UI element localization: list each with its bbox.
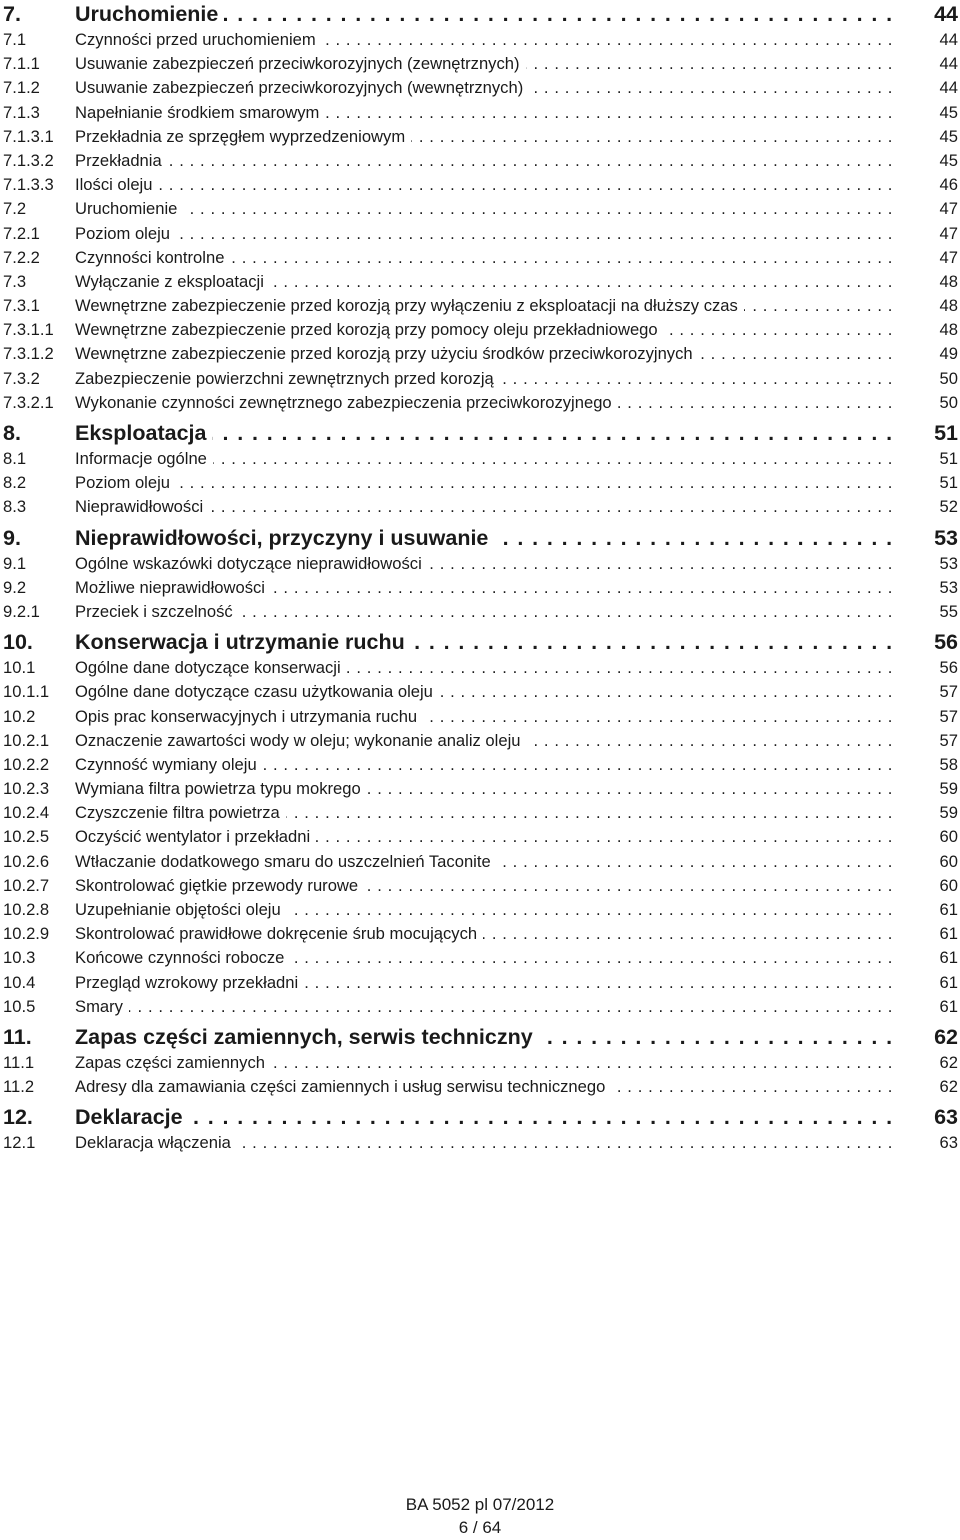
toc-entry[interactable] [0, 680, 960, 704]
toc-chapter-entry[interactable] [0, 524, 960, 552]
toc-entry-title: Usuwanie zabezpieczeń przeciwkorozyjnych (zewnętrznych) [75, 54, 526, 73]
toc-entry[interactable] [0, 1131, 960, 1155]
toc-entry-page: 53 [939, 577, 958, 597]
toc-entry-number: 7.2.1 [3, 223, 40, 243]
toc-entry-title: Zabezpieczenie powierzchni zewnętrznych przed korozją [75, 369, 500, 388]
toc-entry-number: 7.1.3.1 [3, 126, 54, 146]
toc-entry-leader [75, 447, 898, 471]
document-code: BA 5052 pl 07/2012 [405, 1495, 555, 1514]
toc-entry-leader [75, 600, 898, 624]
toc-entry-title: Przekładnia [75, 151, 168, 170]
toc-entry-page: 62 [939, 1052, 958, 1072]
toc-entry-title: Ogólne dane dotyczące czasu użytkowania oleju [75, 682, 439, 701]
toc-entry[interactable] [0, 342, 960, 366]
toc-entry-page: 53 [934, 525, 958, 550]
toc-entry-number: 7.2.2 [3, 247, 40, 267]
toc-entry[interactable] [0, 656, 960, 680]
toc-entry[interactable] [0, 850, 960, 874]
toc-entry-title: Przegląd wzrokowy przekładni [75, 973, 304, 992]
toc-entry-page: 49 [939, 344, 958, 364]
toc-entry-leader [75, 971, 898, 995]
toc-entry[interactable] [0, 995, 960, 1019]
toc-entry-number: 10.2.8 [3, 900, 50, 919]
toc-entry-number: 10.2.9 [3, 924, 50, 944]
toc-entry-page: 47 [939, 199, 958, 219]
toc-entry-title: Czynności przed uruchomieniem [75, 30, 322, 49]
toc-entry-number: 10.2 [3, 706, 36, 726]
toc-entry-title: Skontrolować giętkie przewody rurowe [75, 876, 364, 895]
toc-entry-leader [75, 52, 898, 76]
toc-entry-number: 7.2 [3, 199, 27, 219]
toc-entry-page: 50 [939, 368, 958, 388]
toc-entry-number: 10.2.1 [3, 730, 50, 750]
toc-entry-leader [75, 576, 898, 600]
toc-entry-title: Przeciek i szczelność [75, 602, 239, 621]
toc-entry-page: 58 [939, 754, 958, 774]
toc-entry[interactable] [0, 898, 960, 922]
toc-entry[interactable] [0, 495, 960, 519]
toc-entry-page: 62 [939, 1077, 958, 1097]
toc-entry-leader [75, 246, 898, 270]
toc-entry-page: 51 [939, 449, 958, 468]
toc-entry-title: Adresy dla zamawiania części zamiennych i usług serwisu technicznego [75, 1077, 611, 1096]
toc-entry-page: 46 [939, 175, 958, 195]
toc-entry-number: 10.2.4 [3, 803, 50, 823]
toc-entry-leader [75, 270, 898, 294]
toc-entry-number: 10. [3, 630, 33, 655]
toc-entry-page: 56 [939, 658, 958, 678]
toc-entry-page: 50 [939, 392, 958, 412]
toc-entry-number: 10.2.7 [3, 875, 50, 895]
toc-entry-leader [75, 946, 898, 970]
toc-entry-number: 10.2.6 [3, 851, 50, 871]
toc-entry-leader [75, 801, 898, 825]
toc-entry-page: 61 [939, 972, 958, 992]
toc-entry[interactable] [0, 173, 960, 197]
toc-entry-page: 52 [939, 497, 958, 517]
toc-entry-leader [75, 1103, 898, 1131]
toc-entry-number: 9. [3, 525, 21, 550]
toc-entry-title: Oczyścić wentylator i przekładni [75, 827, 316, 846]
toc-entry-page: 57 [939, 682, 958, 702]
toc-entry-number: 7. [3, 2, 21, 26]
toc-entry-page: 55 [939, 601, 958, 621]
toc-entry-number: 10.2.3 [3, 779, 50, 799]
toc-entry-page: 56 [934, 630, 958, 655]
toc-entry-leader [75, 729, 898, 753]
toc-entry-page: 48 [939, 296, 958, 316]
toc-entry-page: 60 [939, 851, 958, 871]
toc-entry-page: 47 [939, 223, 958, 243]
toc-entry-page: 44 [934, 2, 958, 26]
toc-entry-leader [75, 524, 898, 552]
toc-entry[interactable] [0, 270, 960, 294]
toc-entry-number: 7.1.2 [3, 78, 40, 98]
toc-chapter-entry[interactable] [0, 628, 960, 656]
toc-entry[interactable] [0, 801, 960, 825]
toc-entry-title: Końcowe czynności robocze [75, 948, 290, 967]
toc-entry-number: 10.1 [3, 658, 36, 678]
toc-entry-leader [75, 173, 898, 197]
toc-entry-title: Skontrolować prawidłowe dokręcenie śrub mocujących [75, 924, 483, 943]
toc-entry-number: 7.3.2.1 [3, 392, 54, 412]
toc-entry-page: 44 [939, 78, 958, 98]
toc-entry[interactable] [0, 1075, 960, 1099]
toc-entry-leader [75, 995, 898, 1019]
toc-entry-page: 47 [939, 247, 958, 267]
toc-entry-title: Wewnętrzne zabezpieczenie przed korozją przy wyłączeniu z eksploatacji na dłuższy czas [75, 296, 744, 315]
toc-entry-title: Deklaracje [75, 1105, 189, 1129]
toc-entry[interactable] [0, 197, 960, 221]
toc-entry-number: 9.1 [3, 553, 27, 573]
toc-entry-title: Napełnianie środkiem smarowym [75, 103, 325, 122]
toc-entry-page: 61 [939, 948, 958, 968]
toc-entry-page: 45 [939, 126, 958, 146]
toc-entry-title: Usuwanie zabezpieczeń przeciwkorozyjnych (wewnętrznych) [75, 78, 529, 97]
toc-entry-number: 8.2 [3, 473, 27, 493]
toc-entry[interactable] [0, 125, 960, 149]
toc-entry-number: 10.1.1 [3, 682, 50, 702]
toc-entry-title: Ogólne dane dotyczące konserwacji [75, 658, 347, 677]
toc-entry-leader [75, 552, 898, 576]
toc-entry-page: 61 [939, 900, 958, 919]
toc-entry-page: 48 [939, 271, 958, 291]
toc-entry-leader [75, 101, 898, 125]
toc-entry-title: Wyłączanie z eksploatacji [75, 272, 270, 291]
toc-entry-title: Wewnętrzne zabezpieczenie przed korozją przy pomocy oleju przekładniowego [75, 320, 664, 339]
toc-entry-number: 12.1 [3, 1133, 36, 1153]
toc-entry-number: 8.1 [3, 449, 27, 468]
toc-entry-page: 45 [939, 102, 958, 122]
toc-entry-title: Smary [75, 997, 129, 1016]
page-number: 6 / 64 [458, 1518, 502, 1537]
toc-entry-title: Wtłaczanie dodatkowego smaru do uszczelnień Taconite [75, 852, 497, 871]
toc-entry[interactable] [0, 28, 960, 52]
toc-entry-leader [75, 471, 898, 495]
toc-entry-leader [75, 825, 898, 849]
toc-entry-leader [75, 495, 898, 519]
toc-entry-number: 7.3 [3, 271, 27, 291]
toc-entry-title: Wewnętrzne zabezpieczenie przed korozją przy użyciu środków przeciwkorozyjnych [75, 344, 699, 363]
toc-entry-title: Ilości oleju [75, 175, 158, 194]
toc-entry-page: 57 [939, 730, 958, 750]
toc-entry-page: 59 [939, 779, 958, 799]
toc-entry[interactable] [0, 76, 960, 100]
toc-entry-page: 44 [939, 54, 958, 74]
toc-entry[interactable] [0, 705, 960, 729]
toc-entry-leader [75, 1075, 898, 1099]
toc-entry-leader [75, 367, 898, 391]
toc-entry[interactable] [0, 294, 960, 318]
toc-entry-title: Eksploatacja [75, 421, 212, 445]
toc-entry[interactable] [0, 777, 960, 801]
toc-entry[interactable] [0, 729, 960, 753]
toc-entry[interactable] [0, 922, 960, 946]
toc-entry[interactable] [0, 222, 960, 246]
toc-entry[interactable] [0, 576, 960, 600]
toc-entry[interactable] [0, 753, 960, 777]
toc-entry-title: Wymiana filtra powietrza typu mokrego [75, 779, 367, 798]
toc-entry-leader [75, 1051, 898, 1075]
toc-entry-page: 60 [939, 875, 958, 895]
toc-entry-number: 10.2.2 [3, 754, 50, 774]
toc-entry-leader [75, 922, 898, 946]
toc-entry[interactable] [0, 946, 960, 970]
toc-entry-title: Zapas części zamiennych [75, 1053, 271, 1072]
toc-entry-leader [75, 197, 898, 221]
toc-entry-leader [75, 898, 898, 922]
toc-entry-number: 7.1.3 [3, 102, 40, 122]
toc-entry[interactable] [0, 447, 960, 471]
toc-entry[interactable] [0, 825, 960, 849]
toc-chapter-entry[interactable] [0, 1023, 960, 1051]
toc-entry-leader [75, 222, 898, 246]
toc-entry-title: Konserwacja i utrzymanie ruchu [75, 630, 411, 654]
toc-entry-leader [75, 777, 898, 801]
toc-entry-title: Możliwe nieprawidłowości [75, 578, 271, 597]
toc-entry-title: Zapas części zamiennych, serwis techniczny [75, 1025, 539, 1049]
toc-entry-title: Nieprawidłowości, przyczyny i usuwanie [75, 526, 494, 550]
toc-entry-number: 7.1.3.2 [3, 150, 54, 170]
toc-entry-number: 8. [3, 421, 21, 445]
toc-entry-title: Czynności kontrolne [75, 248, 230, 267]
toc-entry-page: 51 [939, 473, 958, 493]
toc-entry-number: 7.3.1.1 [3, 320, 54, 340]
toc-entry-leader [75, 28, 898, 52]
toc-entry-title: Nieprawidłowości [75, 497, 209, 516]
toc-entry-leader [75, 1131, 898, 1155]
toc-entry-page: 61 [939, 924, 958, 944]
toc-entry-title: Ogólne wskazówki dotyczące nieprawidłowości [75, 554, 428, 573]
toc-entry-number: 11. [3, 1024, 32, 1049]
toc-entry-title: Informacje ogólne [75, 449, 213, 468]
toc-entry-page: 48 [939, 320, 958, 340]
toc-entry-leader [75, 0, 898, 28]
toc-entry-title: Oznaczenie zawartości wody w oleju; wykonanie analiz oleju [75, 731, 527, 750]
toc-entry-leader [75, 125, 898, 149]
toc-entry-number: 10.4 [3, 972, 36, 992]
toc-entry-leader [75, 874, 898, 898]
toc-entry-title: Deklaracja włączenia [75, 1133, 237, 1152]
toc-chapter-entry[interactable] [0, 1103, 960, 1131]
toc-entry-leader [75, 76, 898, 100]
toc-entry-number: 10.2.5 [3, 827, 50, 847]
toc-entry-number: 7.3.2 [3, 368, 40, 388]
toc-entry-leader [75, 149, 898, 173]
toc-chapter-entry[interactable] [0, 419, 960, 447]
toc-entry[interactable] [0, 101, 960, 125]
toc-entry-leader [75, 294, 898, 318]
toc-entry-title: Wykonanie czynności zewnętrznego zabezpieczenia przeciwkorozyjnego [75, 393, 618, 412]
toc-entry-title: Czyszczenie filtra powietrza [75, 803, 286, 822]
toc-entry-leader [75, 753, 898, 777]
toc-entry[interactable] [0, 149, 960, 173]
toc-entry-leader [75, 419, 898, 447]
toc-entry-leader [75, 318, 898, 342]
toc-entry[interactable] [0, 874, 960, 898]
toc-entry-page: 45 [939, 150, 958, 170]
toc-entry-leader [75, 1023, 898, 1051]
toc-entry-leader [75, 656, 898, 680]
toc-entry[interactable] [0, 52, 960, 76]
toc-entry-number: 9.2.1 [3, 601, 40, 621]
toc-entry-page: 62 [934, 1024, 958, 1049]
toc-entry-page: 44 [939, 30, 958, 49]
toc-entry[interactable] [0, 552, 960, 576]
toc-chapter-entry[interactable] [0, 0, 960, 28]
toc-entry-number: 11.1 [3, 1052, 35, 1072]
toc-entry-title: Uruchomienie [75, 2, 224, 26]
toc-entry-page: 53 [939, 553, 958, 573]
toc-entry-page: 61 [939, 996, 958, 1016]
toc-entry-leader [75, 628, 898, 656]
toc-entry-title: Uzupełnianie objętości oleju [75, 900, 287, 919]
toc-entry[interactable] [0, 391, 960, 415]
toc-entry-number: 8.3 [3, 497, 27, 517]
toc-entry-page: 59 [939, 803, 958, 823]
toc-entry-leader [75, 391, 898, 415]
toc-entry[interactable] [0, 971, 960, 995]
toc-entry[interactable] [0, 367, 960, 391]
toc-entry-title: Przekładnia ze sprzęgłem wyprzedzeniowym [75, 127, 411, 146]
toc-entry-leader [75, 342, 898, 366]
toc-entry-page: 63 [934, 1105, 958, 1130]
toc-entry-number: 7.1.1 [3, 54, 40, 74]
toc-entry-title: Uruchomienie [75, 199, 183, 218]
toc-entry-leader [75, 680, 898, 704]
toc-entry-number: 10.3 [3, 948, 36, 968]
toc-entry-page: 60 [939, 827, 958, 847]
toc-entry[interactable] [0, 318, 960, 342]
toc-entry[interactable] [0, 471, 960, 495]
toc-entry-page: 51 [934, 421, 958, 445]
toc-entry-number: 7.3.1 [3, 296, 40, 316]
toc-entry[interactable] [0, 246, 960, 270]
toc-entry-title: Czynność wymiany oleju [75, 755, 263, 774]
toc-entry-number: 7.1.3.3 [3, 175, 54, 195]
toc-entry-title: Opis prac konserwacyjnych i utrzymania ruchu [75, 707, 423, 726]
toc-entry-leader [75, 850, 898, 874]
toc-entry[interactable] [0, 1051, 960, 1075]
toc-entry-leader [75, 705, 898, 729]
toc-entry-number: 7.1 [3, 30, 27, 49]
toc-entry-page: 63 [939, 1133, 958, 1153]
toc-entry-number: 10.5 [3, 996, 36, 1016]
toc-entry-number: 11.2 [3, 1077, 35, 1097]
toc-entry-number: 7.3.1.2 [3, 344, 54, 364]
toc-entry-title: Poziom oleju [75, 473, 176, 492]
toc-entry-number: 9.2 [3, 577, 27, 597]
toc-entry-page: 57 [939, 706, 958, 726]
toc-entry-number: 12. [3, 1105, 33, 1130]
toc-entry-title: Poziom oleju [75, 224, 176, 243]
toc-entry[interactable] [0, 600, 960, 624]
